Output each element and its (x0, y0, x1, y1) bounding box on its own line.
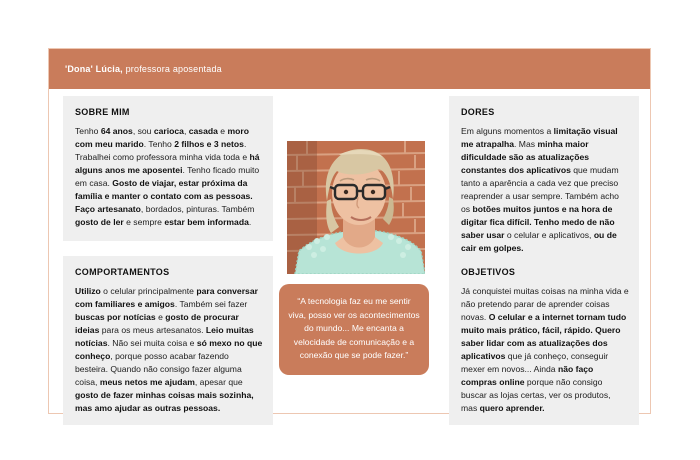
section-about-text: Tenho 64 anos, sou carioca, casada e moro com meu marido. Tenho 2 filhos e 3 netos. Trabalhei como professora minha vida toda e há alguns anos me aposentei. Tenho ficado muito em casa. Gosto de viajar, estar próxima da família e manter o contato com as pessoas. Faço artesanato, bordados, pinturas. Também gosto de ler e sempre estar bem informada. (75, 126, 260, 227)
section-goals (449, 256, 639, 425)
persona-quote: “A tecnologia faz eu me sentir viva, posso ver os acontecimentos do mundo... Me encanta a velocidade de comunicação e a conexão que se pode fazer.” (279, 284, 429, 375)
section-goals-text: Já conquistei muitas coisas na minha vida e não pretendo parar de aprender coisas novas. O celular e a internet tornam tudo muito mais prático, fácil, rápido. Quero saber lidar com as atualizações dos aplicativos que já conheço, conseguir mexer em novos... Ainda não faço compras online porque não consigo buscar as lojas certas, ver os produtos, mas quero aprender. (461, 286, 629, 413)
section-pains (449, 96, 639, 265)
portrait-illustration (287, 141, 425, 274)
section-pains-title: DORES (461, 107, 495, 117)
section-behaviors-title: COMPORTAMENTOS (75, 267, 170, 277)
persona-card (48, 48, 651, 414)
persona-role: professora aposentada (122, 64, 222, 74)
section-behaviors (63, 256, 273, 425)
section-about-title: SOBRE MIM (75, 107, 130, 117)
persona-photo (287, 141, 425, 274)
section-goals-title: OBJETIVOS (461, 267, 516, 277)
section-about (63, 96, 273, 241)
section-pains-text: Em alguns momentos a limitação visual me atrapalha. Mas minha maior dificuldade são as atualizações constantes dos aplicativos que mudam tanto a aparência a cada vez que preciso reaprender a usar sempre. Também acho os botões muitos juntos e na hora de digitar fica difícil. Tenho medo de não saber usar o celular e aplicativos, ou de cair em golpes. (461, 126, 619, 253)
section-behaviors-text: Utilizo o celular principalmente para conversar com familiares e amigos. Também sei fazer buscas por notícias e gosto de procurar ideias para os meus artesanatos. Leio muitas notícias. Não sei muita coisa e só mexo no que conheço, porque posso acabar fazendo besteira. Quando não consigo fazer alguma coisa, meus netos me ajudam, apesar que gosto de fazer minhas coisas mais sozinha, mas amo ajudar as outras pessoas. (75, 286, 263, 413)
persona-header (49, 49, 650, 89)
persona-name: 'Dona' Lúcia, (65, 64, 123, 74)
